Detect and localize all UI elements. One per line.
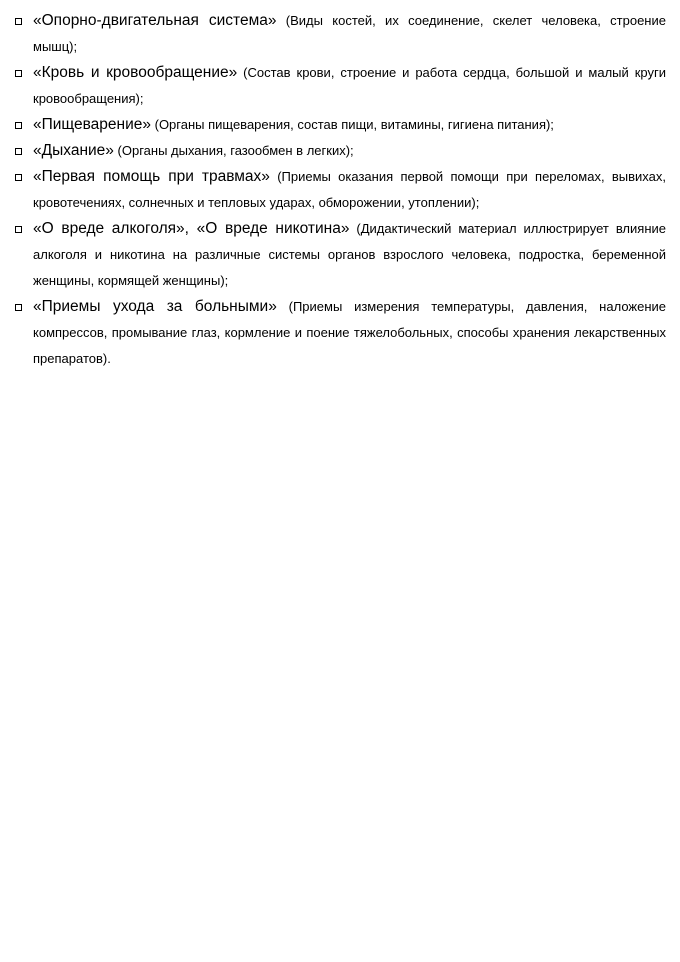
square-bullet-icon — [15, 18, 22, 25]
item-title: «О вреде алкоголя», «О вреде никотина» — [33, 220, 350, 237]
list-item — [14, 216, 666, 294]
square-bullet-icon — [15, 174, 22, 181]
item-description: (Приемы оказания первой помощи при переломах, вывихах, кровотечениях, солнечных и тепловых ударах, обморожении, утоплении); — [33, 169, 666, 210]
item-title: «Первая помощь при травмах» — [33, 168, 270, 185]
item-description: (Виды костей, их соединение, скелет человека, строение мышц); — [33, 13, 666, 54]
square-bullet-icon — [15, 148, 22, 155]
list-item — [14, 60, 666, 112]
square-bullet-icon — [15, 122, 22, 129]
list-item — [14, 138, 666, 164]
item-description: (Дидактический материал иллюстрирует влияние алкоголя и никотина на различные системы органов взрослого человека, подростка, беременной женщины, кормящей женщины); — [33, 221, 666, 288]
list-item — [14, 112, 666, 138]
item-description: (Приемы измерения температуры, давления, наложение компрессов, промывание глаз, кормление и поение тяжелобольных, способы хранения лекарственных препаратов). — [33, 299, 666, 366]
item-description: (Органы дыхания, газообмен в легких); — [113, 143, 354, 158]
list-item — [14, 294, 666, 372]
item-title: «Опорно-двигательная система» — [33, 12, 277, 29]
square-bullet-icon — [15, 70, 22, 77]
document-page — [14, 8, 666, 372]
square-bullet-icon — [15, 226, 22, 233]
list-item — [14, 164, 666, 216]
item-description: (Состав крови, строение и работа сердца, большой и малый круги кровообращения); — [33, 65, 666, 106]
item-title: «Пищеварение» — [33, 116, 151, 133]
item-title: «Кровь и кровообращение» — [33, 64, 238, 81]
square-bullet-icon — [15, 304, 22, 311]
item-title: «Приемы ухода за больными» — [33, 298, 277, 315]
item-title: «Дыхание» — [33, 142, 114, 159]
topic-list — [14, 8, 666, 372]
list-item — [14, 8, 666, 60]
item-description: (Органы пищеварения, состав пищи, витамины, гигиена питания); — [151, 117, 554, 132]
